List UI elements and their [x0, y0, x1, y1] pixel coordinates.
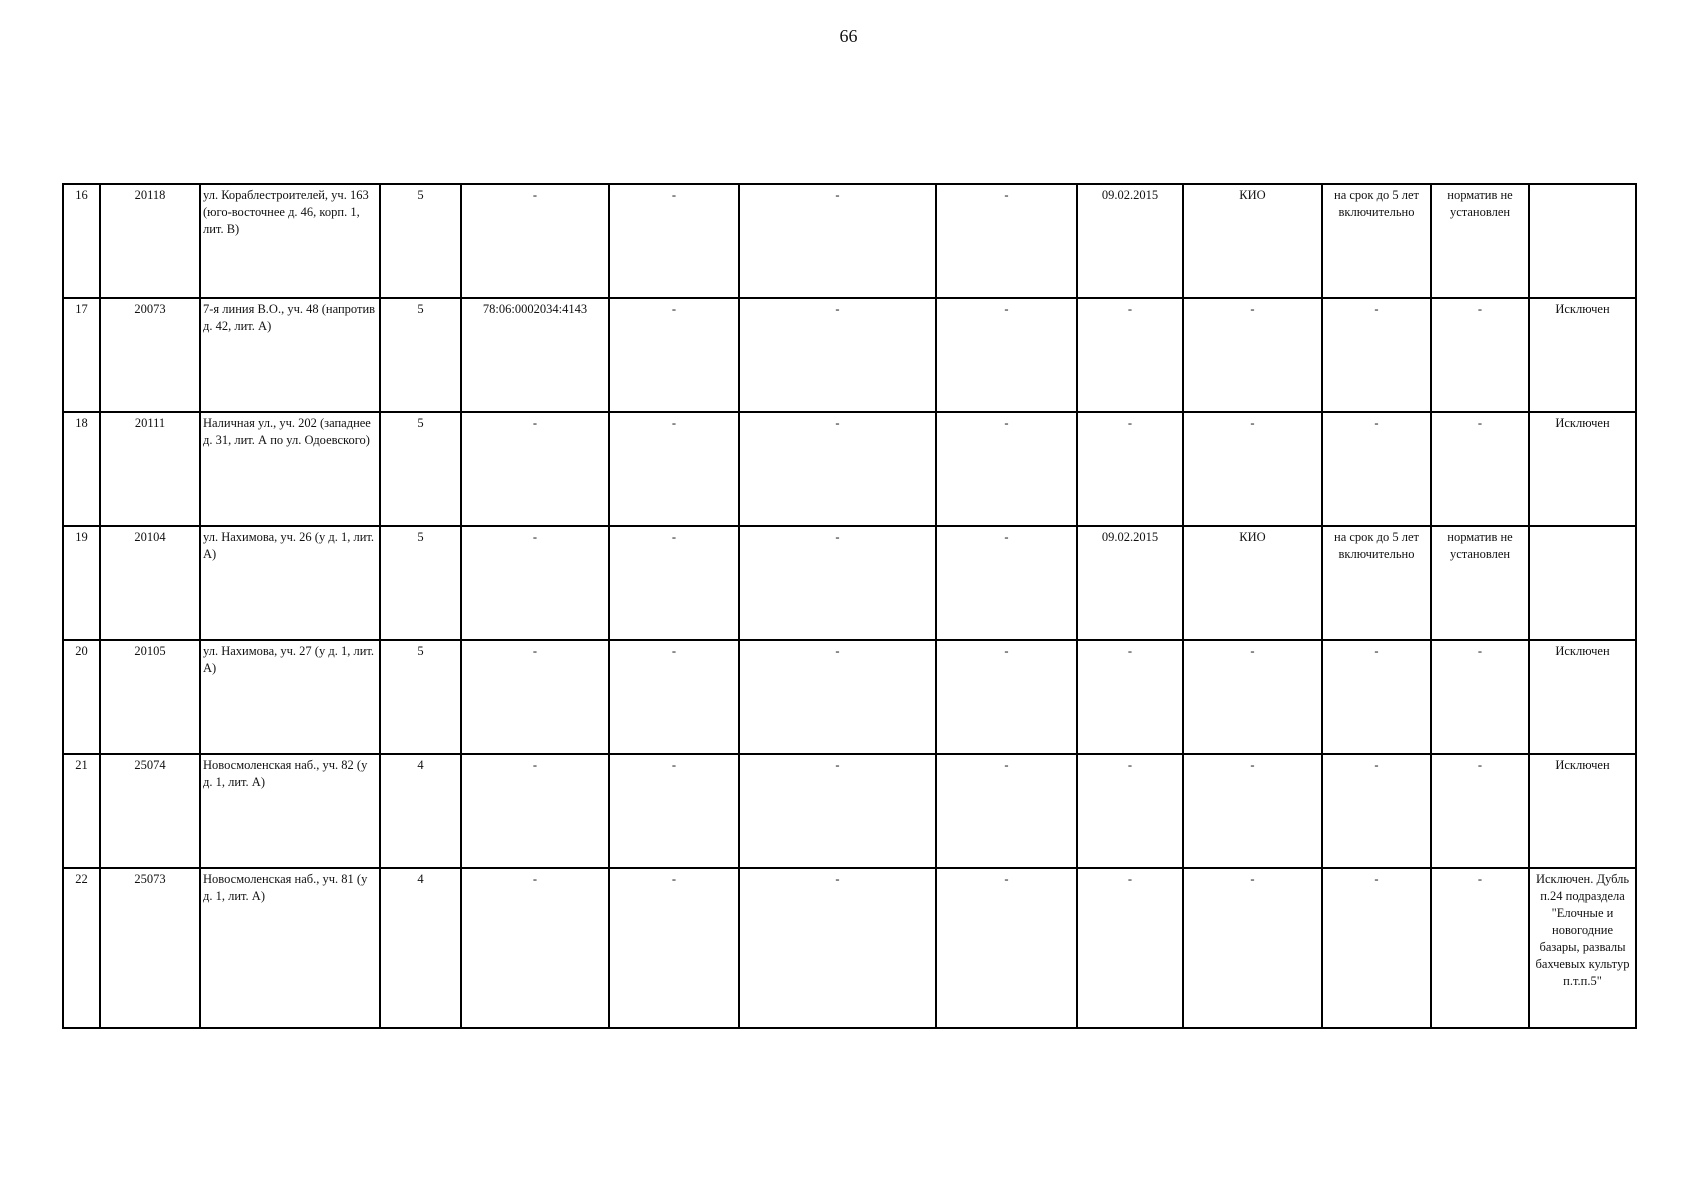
cell-date: 09.02.2015	[1077, 184, 1183, 298]
cell-date: 09.02.2015	[1077, 526, 1183, 640]
table-row	[63, 412, 1636, 526]
cell-column-8: -	[936, 640, 1077, 754]
cell-cadastral-number: -	[461, 184, 609, 298]
cell-code: 25073	[100, 868, 200, 1028]
cell-address: Наличная ул., уч. 202 (западнее д. 31, лит. А по ул. Одоевского)	[200, 412, 380, 526]
cell-column-6: -	[609, 298, 739, 412]
cell-organization: КИО	[1183, 526, 1322, 640]
cell-column-7: -	[739, 298, 936, 412]
cell-cadastral-number: -	[461, 640, 609, 754]
cell-address: ул. Кораблестроителей, уч. 163 (юго-восточнее д. 46, корп. 1, лит. В)	[200, 184, 380, 298]
cell-column-7: -	[739, 640, 936, 754]
cell-code: 20073	[100, 298, 200, 412]
cell-count: 5	[380, 184, 461, 298]
cell-note: Исключен	[1529, 754, 1636, 868]
cell-term: на срок до 5 лет включительно	[1322, 184, 1431, 298]
cell-address: Новосмоленская наб., уч. 81 (у д. 1, лит. А)	[200, 868, 380, 1028]
cell-count: 5	[380, 526, 461, 640]
cell-term: -	[1322, 640, 1431, 754]
table-row	[63, 754, 1636, 868]
cell-note	[1529, 526, 1636, 640]
cell-cadastral-number: -	[461, 526, 609, 640]
cell-cadastral-number: -	[461, 868, 609, 1028]
table-row	[63, 868, 1636, 1028]
cell-date: -	[1077, 412, 1183, 526]
cell-column-8: -	[936, 526, 1077, 640]
cell-column-6: -	[609, 412, 739, 526]
cell-note: Исключен	[1529, 298, 1636, 412]
cell-column-7: -	[739, 754, 936, 868]
table-row	[63, 640, 1636, 754]
cell-norm: -	[1431, 412, 1529, 526]
cell-norm: -	[1431, 754, 1529, 868]
cell-number: 17	[63, 298, 100, 412]
cell-code: 20105	[100, 640, 200, 754]
cell-address: ул. Нахимова, уч. 27 (у д. 1, лит. А)	[200, 640, 380, 754]
cell-number: 19	[63, 526, 100, 640]
register-table	[62, 183, 1637, 1029]
cell-term: -	[1322, 298, 1431, 412]
page-number: 66	[839, 26, 858, 46]
cell-address: ул. Нахимова, уч. 26 (у д. 1, лит. А)	[200, 526, 380, 640]
cell-organization: -	[1183, 754, 1322, 868]
cell-norm: -	[1431, 298, 1529, 412]
cell-cadastral-number: 78:06:0002034:4143	[461, 298, 609, 412]
cell-count: 4	[380, 754, 461, 868]
table-row	[63, 526, 1636, 640]
cell-count: 4	[380, 868, 461, 1028]
cell-column-8: -	[936, 754, 1077, 868]
cell-term: -	[1322, 868, 1431, 1028]
cell-column-7: -	[739, 868, 936, 1028]
cell-column-7: -	[739, 526, 936, 640]
cell-term: -	[1322, 754, 1431, 868]
cell-norm: норматив не установлен	[1431, 184, 1529, 298]
cell-column-6: -	[609, 640, 739, 754]
cell-organization: -	[1183, 412, 1322, 526]
cell-note: Исключен	[1529, 640, 1636, 754]
cell-column-8: -	[936, 868, 1077, 1028]
cell-note	[1529, 184, 1636, 298]
cell-column-8: -	[936, 298, 1077, 412]
cell-address: 7-я линия В.О., уч. 48 (напротив д. 42, лит. А)	[200, 298, 380, 412]
cell-column-6: -	[609, 868, 739, 1028]
cell-column-7: -	[739, 412, 936, 526]
cell-organization: -	[1183, 298, 1322, 412]
cell-cadastral-number: -	[461, 754, 609, 868]
cell-code: 20104	[100, 526, 200, 640]
table-row	[63, 184, 1636, 298]
cell-count: 5	[380, 640, 461, 754]
cell-code: 25074	[100, 754, 200, 868]
cell-term: -	[1322, 412, 1431, 526]
cell-column-6: -	[609, 184, 739, 298]
cell-number: 20	[63, 640, 100, 754]
cell-date: -	[1077, 754, 1183, 868]
cell-organization: -	[1183, 640, 1322, 754]
cell-code: 20111	[100, 412, 200, 526]
cell-column-8: -	[936, 184, 1077, 298]
cell-column-6: -	[609, 754, 739, 868]
cell-number: 22	[63, 868, 100, 1028]
cell-number: 16	[63, 184, 100, 298]
cell-norm: норматив не установлен	[1431, 526, 1529, 640]
cell-column-6: -	[609, 526, 739, 640]
cell-code: 20118	[100, 184, 200, 298]
cell-term: на срок до 5 лет включительно	[1322, 526, 1431, 640]
cell-column-8: -	[936, 412, 1077, 526]
cell-count: 5	[380, 298, 461, 412]
cell-number: 18	[63, 412, 100, 526]
cell-date: -	[1077, 868, 1183, 1028]
cell-note: Исключен. Дубль п.24 подраздела "Елочные и новогодние базары, развалы бахчевых культур п.т.п.5"	[1529, 868, 1636, 1028]
cell-column-7: -	[739, 184, 936, 298]
cell-number: 21	[63, 754, 100, 868]
cell-note: Исключен	[1529, 412, 1636, 526]
cell-norm: -	[1431, 868, 1529, 1028]
cell-organization: КИО	[1183, 184, 1322, 298]
cell-date: -	[1077, 640, 1183, 754]
cell-organization: -	[1183, 868, 1322, 1028]
cell-cadastral-number: -	[461, 412, 609, 526]
cell-date: -	[1077, 298, 1183, 412]
cell-address: Новосмоленская наб., уч. 82 (у д. 1, лит. А)	[200, 754, 380, 868]
cell-norm: -	[1431, 640, 1529, 754]
table-row	[63, 298, 1636, 412]
cell-count: 5	[380, 412, 461, 526]
